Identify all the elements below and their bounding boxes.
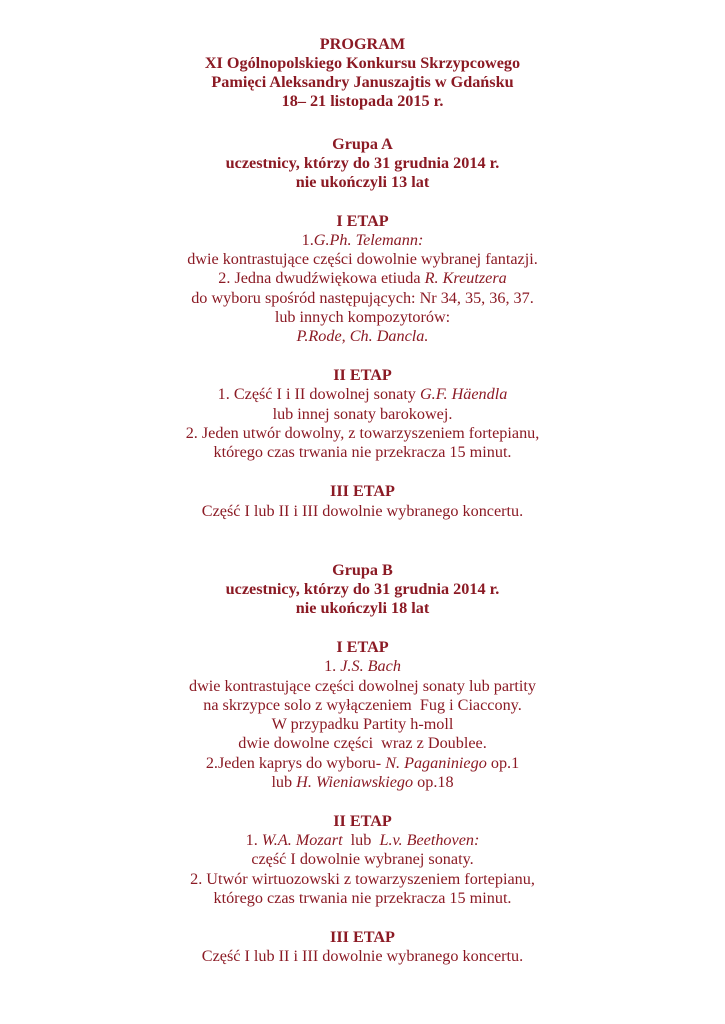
item-text: 1. Część I i II dowolnej sonaty (217, 385, 420, 403)
group-a-stage2-line-1 (0, 385, 725, 404)
item-text: 2. Jedna dwudźwiękowa etiuda (218, 269, 425, 287)
composer-name: G.F. Häendla (419, 385, 508, 403)
competition-name: XI Ogólnopolskiego Konkursu Skrzypcowego (204, 54, 521, 72)
opus-number: op.1 (486, 754, 520, 772)
item-text: 2.Jeden kaprys do wyboru- (205, 754, 386, 772)
composer-name: L.v. Beethoven: (379, 831, 480, 849)
group-b-stage2-line-1 (0, 831, 725, 850)
item-number: 1. (301, 231, 314, 249)
group-b-stage1-title: I ETAP (336, 638, 389, 656)
group-a-stage1-line-3 (0, 269, 725, 288)
group-a-stage1-line-1 (0, 231, 725, 250)
group-b-stage3-line-1: Część I lub II i III dowolnie wybranego koncertu. (201, 947, 524, 965)
item-text: lub (271, 773, 297, 791)
program-heading: PROGRAM (319, 35, 406, 53)
group-b-title: Grupa B (332, 561, 393, 579)
group-a-stage2-line-3: 2. Jeden utwór dowolny, z towarzyszeniem fortepianu, (185, 424, 540, 442)
group-b-stage1-line-6 (0, 754, 725, 773)
group-a-criteria-1: uczestnicy, którzy do 31 grudnia 2014 r. (225, 154, 500, 172)
group-a-stage2-title: II ETAP (333, 366, 392, 384)
competition-dedication: Pamięci Aleksandry Januszajtis w Gdańsku (211, 73, 514, 91)
group-b-stage1-line-7 (0, 773, 725, 792)
composer-name: W.A. Mozart (261, 831, 343, 849)
item-number: 1. (324, 657, 341, 675)
competition-dates: 18– 21 listopada 2015 r. (281, 92, 444, 110)
group-b-stage2-line-3: 2. Utwór wirtuozowski z towarzyszeniem fortepianu, (190, 870, 535, 888)
composer-name: G.Ph. Telemann: (313, 231, 424, 249)
group-a-stage2-line-4: którego czas trwania nie przekracza 15 minut. (213, 443, 512, 461)
group-a-stage1-line-5: lub innych kompozytorów: (274, 308, 451, 326)
group-b-stage2-line-4: którego czas trwania nie przekracza 15 minut. (213, 889, 512, 907)
group-a-stage1-line-2: dwie kontrastujące części dowolnie wybranej fantazji. (187, 250, 538, 268)
group-a-stage2-line-2: lub innej sonaty barokowej. (272, 405, 453, 423)
group-a-stage3-title: III ETAP (330, 482, 395, 500)
item-number: 1. (245, 831, 262, 849)
group-b-stage1-line-5: dwie dowolne części wraz z Doublee. (238, 734, 487, 752)
opus-number: op.18 (413, 773, 454, 791)
composer-name: R. Kreutzera (424, 269, 507, 287)
group-b-stage1-line-1 (0, 657, 725, 676)
item-text: lub (342, 831, 380, 849)
group-b-stage1-line-2: dwie kontrastujące części dowolnej sonaty lub partity (188, 677, 537, 695)
group-b-stage1-line-4: W przypadku Partity h-moll (271, 715, 454, 733)
group-a-stage1-line-6: P.Rode, Ch. Dancla. (296, 327, 429, 345)
group-a-stage3-line-1: Część I lub II i III dowolnie wybranego koncertu. (201, 502, 524, 520)
group-b-stage2-line-2: część I dowolnie wybranej sonaty. (251, 850, 474, 868)
group-b-stage2-title: II ETAP (333, 812, 392, 830)
group-a-title: Grupa A (332, 135, 393, 153)
group-a-stage1-line-4: do wyboru spośród następujących: Nr 34, 35, 36, 37. (191, 289, 534, 307)
group-b-stage3-title: III ETAP (330, 928, 395, 946)
composer-name: J.S. Bach (340, 657, 401, 675)
group-a-stage1-title: I ETAP (336, 212, 389, 230)
group-b-criteria-2: nie ukończyli 18 lat (295, 599, 430, 617)
group-a-criteria-2: nie ukończyli 13 lat (295, 173, 430, 191)
composer-name: N. Paganiniego (385, 754, 487, 772)
group-b-stage1-line-3: na skrzypce solo z wyłączeniem Fug i Ciaccony. (203, 696, 522, 714)
group-b-criteria-1: uczestnicy, którzy do 31 grudnia 2014 r. (225, 580, 500, 598)
composer-name: H. Wieniawskiego (296, 773, 414, 791)
